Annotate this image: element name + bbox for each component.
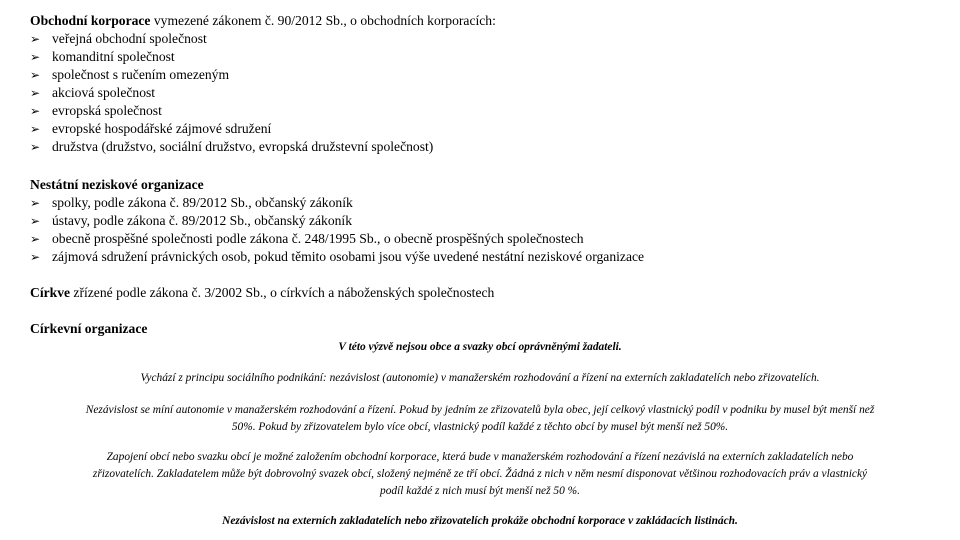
arrow-bullet-icon: ➢ — [30, 104, 41, 118]
arrow-bullet-icon: ➢ — [30, 196, 41, 210]
section4-heading: Církevní organizace — [30, 321, 148, 336]
arrow-bullet-icon: ➢ — [30, 32, 41, 46]
list-item: ➢ evropská společnost — [30, 103, 162, 118]
section1-heading: Obchodní korporace — [30, 13, 151, 28]
list-item: ➢ veřejná obchodní společnost — [30, 31, 207, 46]
note-municipality-line2: zřizovatelích. Zakladatelem může být dobrovolný svazek obcí, složený nejméně ze tří obcí. Žádná z nich v něm nesmí disponovat většinou rozhodovacích práv a vlastnický — [92, 468, 868, 480]
section2-heading: Nestátní neziskové organizace — [30, 177, 204, 192]
list-item: ➢ akciová společnost — [30, 85, 156, 100]
list-item: ➢ evropské hospodářské zájmové sdružení — [30, 121, 272, 136]
section4-heading-line — [30, 320, 147, 338]
note-ineligible: V této výzvě nejsou obce a svazky obcí oprávněnými žadateli. — [338, 341, 622, 353]
section1-heading-line — [30, 12, 496, 30]
arrow-bullet-icon: ➢ — [30, 250, 41, 264]
note-municipality-line3: podíl každé z nich musí být menší než 50 %. — [380, 485, 580, 497]
note-proof: Nezávislost na externích zakladatelích nebo zřizovatelích prokáže obchodní korporace v zakládacích listinách. — [222, 515, 738, 527]
arrow-bullet-icon: ➢ — [30, 232, 41, 246]
arrow-bullet-icon: ➢ — [30, 68, 41, 82]
arrow-bullet-icon: ➢ — [30, 214, 41, 228]
list-item: ➢ spolky, podle zákona č. 89/2012 Sb., občanský zákoník — [30, 195, 353, 210]
note-municipality-line1: Zapojení obcí nebo svazku obcí je možné založením obchodní korporace, která bude v manažerském rozhodování a řízení nezávislá na externích zakladatelích nebo — [106, 451, 854, 463]
list-item: ➢ komanditní společnost — [30, 49, 175, 64]
list-item: ➢ ústavy, podle zákona č. 89/2012 Sb., občanský zákoník — [30, 213, 353, 228]
arrow-bullet-icon: ➢ — [30, 122, 41, 136]
section3-heading-line — [30, 284, 494, 302]
section1-heading-rest: vymezené zákonem č. 90/2012 Sb., o obchodních korporacích: — [150, 13, 496, 28]
arrow-bullet-icon: ➢ — [30, 140, 41, 154]
list-item: ➢ zájmová sdružení právnických osob, pokud těmito osobami jsou výše uvedené nestátní neziskové organizace — [30, 249, 645, 264]
section2-heading-line — [30, 176, 204, 194]
note-independence-line2: 50%. Pokud by zřizovatelem bylo více obcí, vlastnický podíl každé z těchto obcí by musel být menší než 50%. — [231, 421, 729, 433]
note-independence-line1: Nezávislost se míní autonomie v manažerském rozhodování a řízení. Pokud by jedním ze zřizovatelů byla obec, její celkový vlastnický podíl v podniku by musel být menší než — [85, 404, 875, 416]
list-item: ➢ společnost s ručením omezeným — [30, 67, 230, 82]
note-social-enterprise: Vychází z principu sociálního podnikání: nezávislost (autonomie) v manažerském rozhodování a řízení na externích zakladatelích nebo zřizovatelích. — [140, 372, 820, 384]
section3-heading-rest: zřízené podle zákona č. 3/2002 Sb., o církvích a náboženských společnostech — [70, 285, 495, 300]
section3-heading: Církve — [30, 285, 71, 300]
list-item: ➢ družstva (družstvo, sociální družstvo, evropská družstevní společnost) — [30, 139, 434, 154]
arrow-bullet-icon: ➢ — [30, 50, 41, 64]
arrow-bullet-icon: ➢ — [30, 86, 41, 100]
list-item: ➢ obecně prospěšné společnosti podle zákona č. 248/1995 Sb., o obecně prospěšných společnostech — [30, 231, 584, 246]
